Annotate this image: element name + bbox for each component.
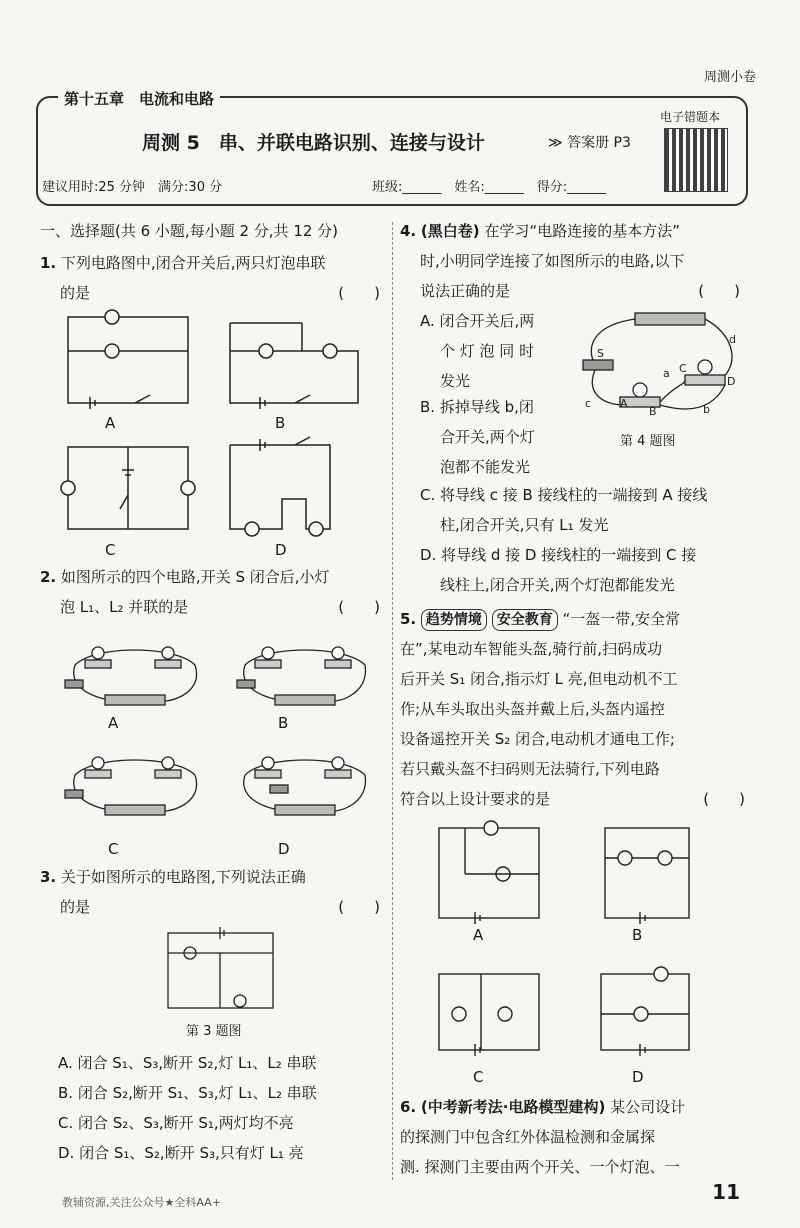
q3-option-b: B. 闭合 S₂,断开 S₁、S₃,灯 L₁、L₂ 串联 (58, 1084, 317, 1102)
q2-answer-paren: ( ) (338, 598, 380, 616)
svg-text:C: C (679, 362, 687, 375)
q4-physical-circuit (575, 305, 745, 435)
q3-option-c: C. 闭合 S₂、S₃,断开 S₁,两灯均不亮 (58, 1114, 294, 1132)
student-fields: 班级:______ 姓名:______ 得分:______ (372, 180, 607, 195)
q1-circuits (40, 305, 390, 555)
q2-text-line2: 泡 L₁、L₂ 并联的是 (60, 598, 189, 616)
q4-option-a (420, 306, 580, 396)
svg-text:a: a (663, 367, 670, 380)
footer-text: 教辅资源,关注公众号★全科AA+ (62, 1196, 221, 1209)
q4-caption: 第 4 题图 (620, 434, 676, 449)
q6-number: 6. (400, 1098, 417, 1116)
q4-option-c (420, 480, 750, 540)
top-right-label: 周测小卷 (703, 70, 756, 85)
q5-line-2: 后开关 S₁ 闭合,指示灯 L 亮,但电动机不工 (400, 670, 678, 688)
q5-tag-safety: 安全教育 (492, 609, 558, 631)
q1-label-c: C (105, 541, 116, 559)
svg-text:b: b (703, 403, 710, 416)
column-divider (392, 222, 393, 1180)
q5-label-a: A (473, 926, 484, 944)
page-title: 周测 5 串、并联电路识别、连接与设计 (142, 132, 485, 154)
q5-circuits (425, 808, 735, 1068)
q6-line-2: 测. 探测门主要由两个开关、一个灯泡、一 (400, 1158, 680, 1176)
q1-label-b: B (275, 414, 286, 432)
q6-line-1: 的探测门中包含红外体温检测和金属探 (400, 1128, 656, 1146)
q2-label-c: C (108, 840, 119, 858)
q1-number: 1. (40, 254, 57, 272)
question-1 (40, 248, 380, 308)
svg-text:D: D (727, 375, 736, 388)
q4-option-a-line1: A. 闭合开关后,两 (420, 312, 535, 330)
q5-line-6: 符合以上设计要求的是 (400, 790, 551, 808)
q4-option-d (420, 540, 750, 600)
q4-option-b (420, 392, 580, 482)
svg-text:A: A (620, 397, 628, 410)
q2-text-line1: 如图所示的四个电路,开关 S 闭合后,小灯 (60, 568, 330, 586)
q1-label-a: A (105, 414, 116, 432)
question-4 (400, 216, 740, 306)
q4-option-c-line2: 柱,闭合开关,只有 L₁ 发光 (440, 516, 609, 534)
q6-line-0: 某公司设计 (610, 1098, 686, 1116)
q1-text-line2: 的是 (60, 284, 91, 302)
q4-tag: (黑白卷) (420, 222, 480, 240)
time-score-info: 建议用时:25 分钟 满分:30 分 (42, 180, 223, 195)
q5-line-3: 作;从车头取出头盔并戴上后,头盔内遥控 (400, 700, 665, 718)
q3-circuit-diagram (160, 925, 290, 1020)
q5-line-0: “一盔一带,安全常 (562, 610, 681, 628)
q2-label-a: A (108, 714, 119, 732)
q2-number: 2. (40, 568, 57, 586)
question-6 (400, 1092, 745, 1182)
section-heading: 一、选择题(共 6 小题,每小题 2 分,共 12 分) (40, 222, 339, 240)
question-3 (40, 862, 380, 922)
question-5 (400, 604, 745, 814)
q2-label-d: D (278, 840, 290, 858)
q4-answer-paren: ( ) (698, 282, 740, 300)
q5-line-1: 在”,某电动车智能头盔,骑行前,扫码成功 (400, 640, 663, 658)
q1-text-line1: 下列电路图中,闭合开关后,两只灯泡串联 (60, 254, 326, 272)
q2-label-b: B (278, 714, 289, 732)
q3-option-a: A. 闭合 S₁、S₃,断开 S₂,灯 L₁、L₂ 串联 (58, 1054, 317, 1072)
q4-text-line3: 说法正确的是 (420, 282, 511, 300)
q4-option-c-line1: C. 将导线 c 接 B 接线柱的一端接到 A 接线 (420, 486, 708, 504)
q5-answer-paren: ( ) (703, 790, 745, 808)
q1-label-d: D (275, 541, 287, 559)
q3-text-line1: 关于如图所示的电路图,下列说法正确 (60, 868, 306, 886)
q4-option-a-line2: 个 灯 泡 同 时 (440, 342, 535, 360)
question-2 (40, 562, 380, 622)
svg-text:B: B (649, 405, 657, 418)
q1-answer-paren: ( ) (338, 284, 380, 302)
q4-text-line1: 在学习“电路连接的基本方法” (484, 222, 680, 240)
q5-label-b: B (632, 926, 643, 944)
q4-option-b-line3: 泡都不能发光 (440, 458, 531, 476)
chapter-title: 第十五章 电流和电路 (58, 88, 220, 109)
q5-number: 5. (400, 610, 417, 628)
q3-caption: 第 3 题图 (186, 1024, 242, 1039)
q4-number: 4. (400, 222, 417, 240)
q3-option-d: D. 闭合 S₁、S₂,断开 S₃,只有灯 L₁ 亮 (58, 1144, 304, 1162)
q4-option-a-line3: 发光 (440, 372, 471, 390)
q2-physical-circuits (55, 625, 375, 840)
q4-text-line2: 时,小明同学连接了如图所示的电路,以下 (420, 252, 685, 270)
answer-reference: ≫ 答案册 P3 (548, 135, 631, 151)
q4-option-d-line2: 线柱上,闭合开关,两个灯泡都能发光 (440, 576, 675, 594)
q4-option-d-line1: D. 将导线 d 接 D 接线柱的一端接到 C 接 (420, 546, 697, 564)
q3-number: 3. (40, 868, 57, 886)
page-number: 11 (712, 1180, 740, 1204)
qr-label: 电子错题本 (660, 110, 721, 124)
q3-answer-paren: ( ) (338, 898, 380, 916)
q4-option-b-line2: 合开关,两个灯 (440, 428, 535, 446)
q5-label-d: D (632, 1068, 644, 1086)
q3-text-line2: 的是 (60, 898, 91, 916)
qr-code-icon[interactable] (664, 128, 728, 192)
q5-line-4: 设备遥控开关 S₂ 闭合,电动机才通电工作; (400, 730, 675, 748)
q5-tag-trend: 趋势情境 (421, 609, 487, 631)
q5-line-5: 若只戴头盔不扫码则无法骑行,下列电路 (400, 760, 660, 778)
q6-tag: (中考新考法·电路模型建构) (420, 1098, 606, 1116)
q4-option-b-line1: B. 拆掉导线 b,闭 (420, 398, 534, 416)
svg-text:c: c (585, 397, 592, 410)
svg-text:d: d (729, 333, 736, 346)
q5-label-c: C (473, 1068, 484, 1086)
svg-text:S: S (597, 347, 604, 360)
